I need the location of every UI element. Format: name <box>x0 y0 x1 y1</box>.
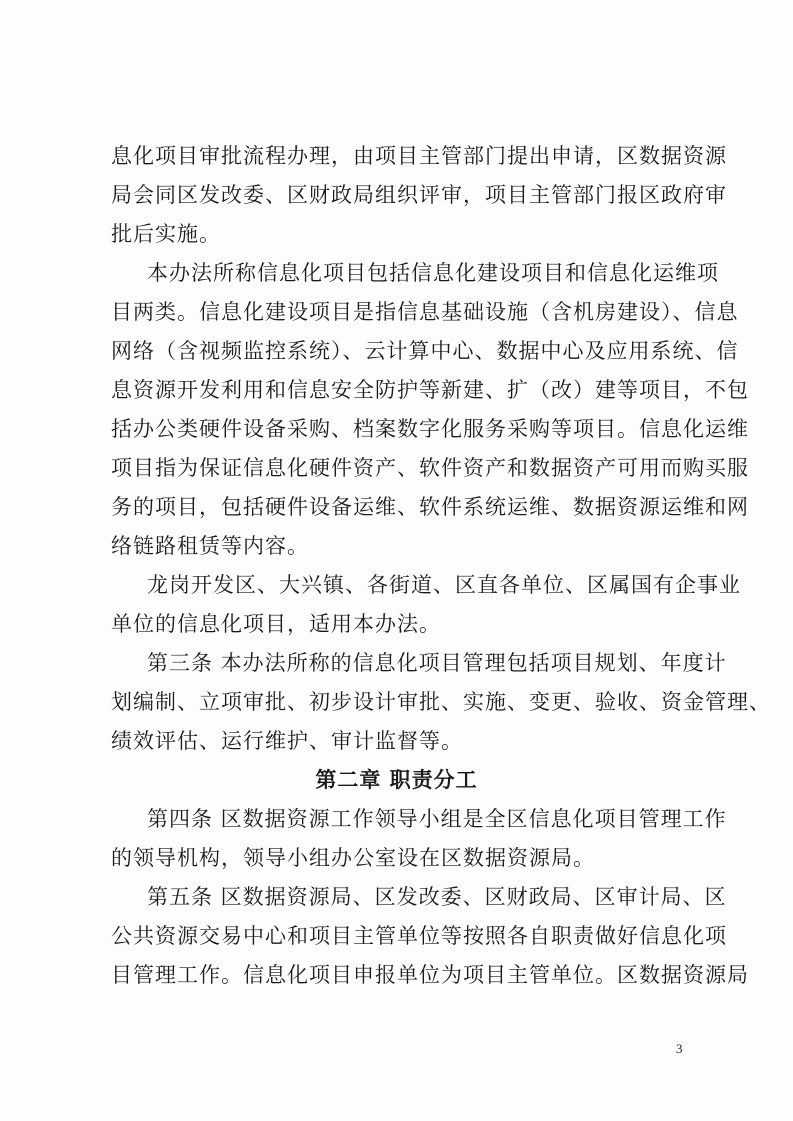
text-line: 绩效评估、运行维护、审计监督等。 <box>111 729 463 753</box>
text-line: 公共资源交易中心和项目主管单位等按照各自职责做好信息化项 <box>111 924 727 948</box>
text-line: 批后实施。 <box>111 222 221 246</box>
text-line: 网络（含视频监控系统）、云计算中心、数据中心及应用系统、信 <box>111 339 739 363</box>
text-line: 局会同区发改委、区财政局组织评审，项目主管部门报区政府审 <box>111 183 727 207</box>
text-line: 项目指为保证信息化硬件资产、软件资产和数据资产可用而购买服 <box>111 456 749 480</box>
text-line: 息资源开发利用和信息安全防护等新建、扩（改）建等项目，不包 <box>111 378 749 402</box>
text-line: 息化项目审批流程办理，由项目主管部门提出申请，区数据资源 <box>111 144 727 168</box>
text-line: 单位的信息化项目，适用本办法。 <box>111 612 441 636</box>
text-line: 的领导机构，领导小组办公室设在区数据资源局。 <box>111 846 595 870</box>
page-number: 3 <box>676 1041 683 1056</box>
text-line: 划编制、立项审批、初步设计审批、实施、变更、验收、资金管理、 <box>111 690 771 714</box>
text-line: 本办法所称信息化项目包括信息化建设项目和信息化运维项 <box>147 261 719 285</box>
text-line: 第四条 区数据资源工作领导小组是全区信息化项目管理工作 <box>147 807 727 831</box>
text-line: 络链路租赁等内容。 <box>111 534 309 558</box>
text-line: 第五条 区数据资源局、区发改委、区财政局、区审计局、区 <box>147 885 727 909</box>
text-line: 目管理工作。信息化项目申报单位为项目主管单位。区数据资源局 <box>111 963 749 987</box>
text-line: 务的项目，包括硬件设备运维、软件系统运维、数据资源运维和网 <box>111 495 749 519</box>
text-line: 第三条 本办法所称的信息化项目管理包括项目规划、年度计 <box>147 651 727 675</box>
text-line: 括办公类硬件设备采购、档案数字化服务采购等项目。信息化运维 <box>111 417 749 441</box>
text-line: 目两类。信息化建设项目是指信息基础设施（含机房建设）、信息 <box>111 300 739 324</box>
text-line: 龙岗开发区、大兴镇、各街道、区直各单位、区属国有企事业 <box>147 573 741 597</box>
chapter-heading: 第二章 职责分工 <box>315 768 478 792</box>
